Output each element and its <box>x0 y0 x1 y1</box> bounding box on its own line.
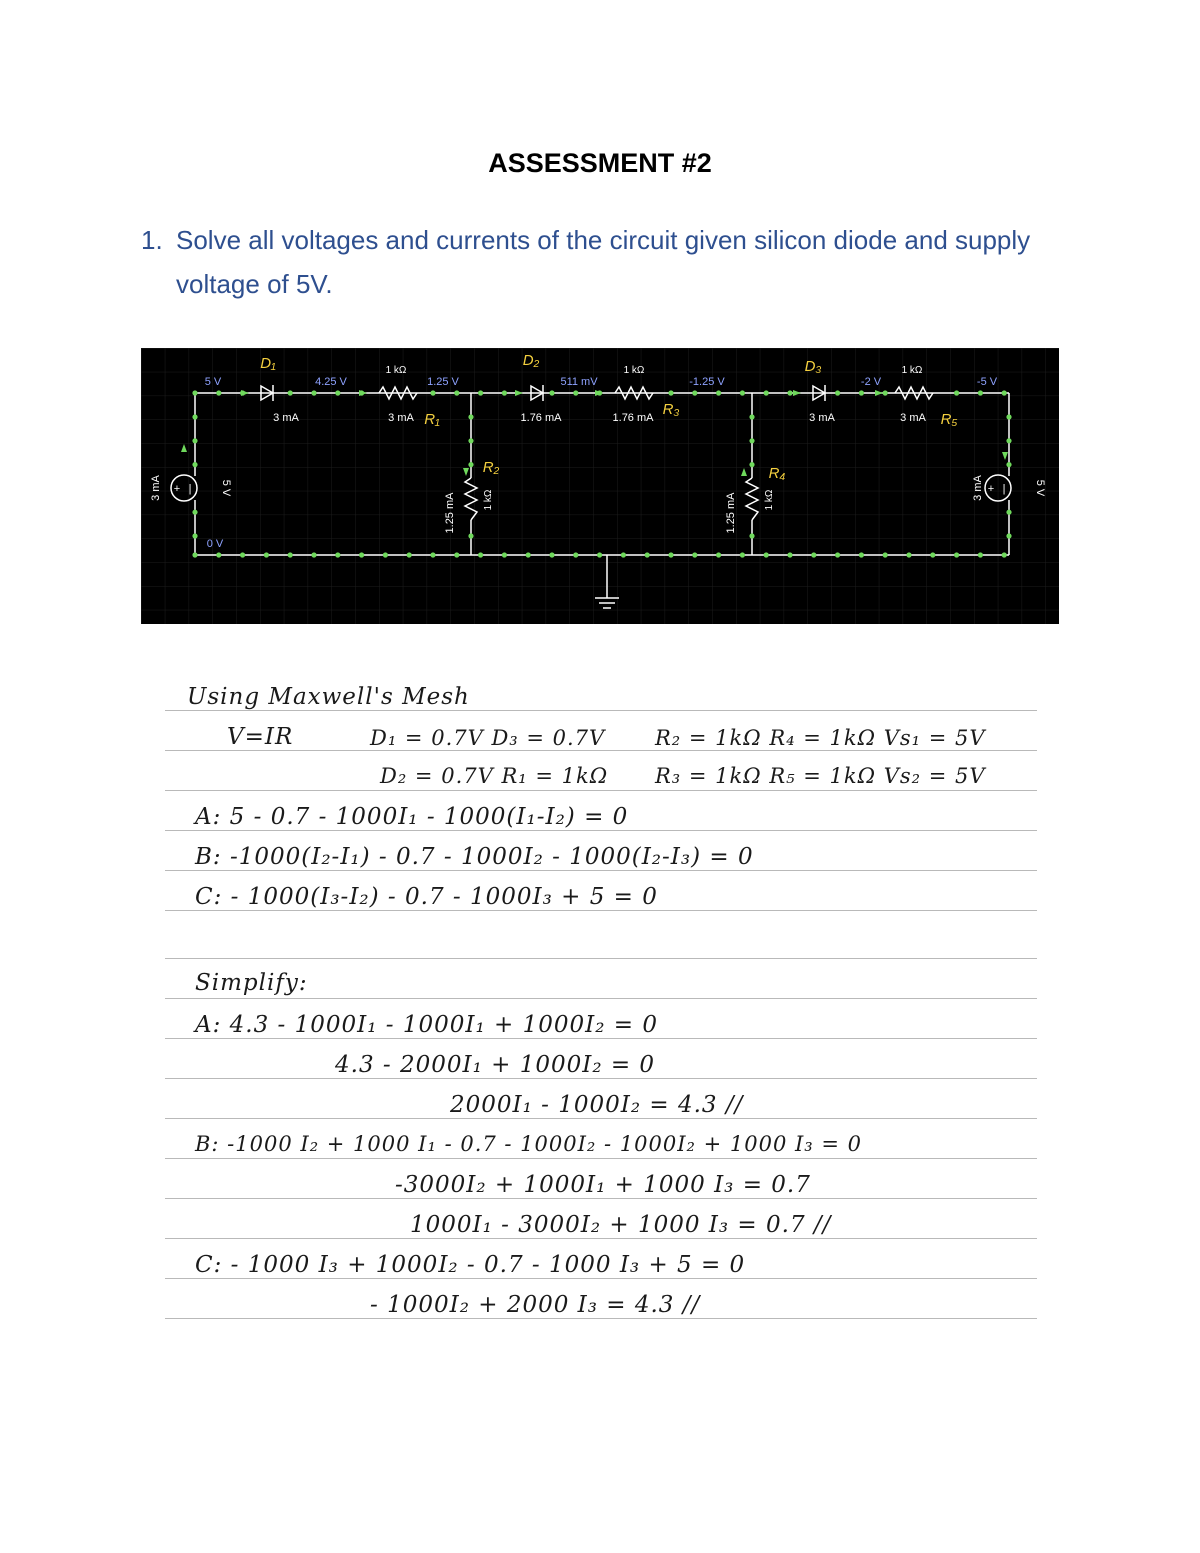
mesh-equation-a: A: 5 - 0.7 - 1000I₁ - 1000(I₁-I₂) = 0 <box>195 804 629 830</box>
hand-label-r4: R₄ <box>768 465 786 482</box>
node-voltage-label: -5 V <box>976 376 998 388</box>
current-label: 3 mA <box>273 412 299 424</box>
resistor-value-label: 1 kΩ <box>385 365 407 376</box>
wire-node-dot <box>621 552 626 557</box>
wire-node-dot <box>764 390 769 395</box>
wire-node-dot <box>192 462 197 467</box>
current-label: 1.76 mA <box>612 412 654 424</box>
node-voltage-label: -2 V <box>860 376 882 388</box>
notes-givens: R₃ = 1kΩ R₅ = 1kΩ Vs₂ = 5V <box>655 764 986 788</box>
current-label: 3 mA <box>900 412 926 424</box>
source-label: 5 V <box>1034 479 1046 497</box>
wire-node-dot <box>216 390 221 395</box>
handwritten-notes <box>165 680 1037 1340</box>
wire-node-dot <box>740 390 745 395</box>
wire-node-dot <box>192 414 197 419</box>
wire-node-dot <box>749 414 754 419</box>
simplify-b-line1: B: -1000 I₂ + 1000 I₁ - 0.7 - 1000I₂ - 1000I₂ + 1000 I₃ = 0 <box>195 1132 863 1156</box>
simplify-c-line2: - 1000I₂ + 2000 I₃ = 4.3 // <box>370 1292 701 1318</box>
wire-node-dot <box>240 552 245 557</box>
wire-node-dot <box>859 390 864 395</box>
hand-label-d2: D₂ <box>522 352 540 369</box>
wire-node-dot <box>549 390 554 395</box>
source-right-minus-icon: | <box>1002 483 1006 495</box>
wire-node-dot <box>716 552 721 557</box>
wire-node-dot <box>716 390 721 395</box>
wire-node-dot <box>526 552 531 557</box>
wire-node-dot <box>645 552 650 557</box>
simplify-a-line1: A: 4.3 - 1000I₁ - 1000I₁ + 1000I₂ = 0 <box>195 1012 658 1038</box>
wire-node-dot <box>468 462 473 467</box>
hand-label-r5: R₅ <box>940 411 958 428</box>
notes-givens: D₂ = 0.7V R₁ = 1kΩ <box>380 764 609 788</box>
notes-givens: R₂ = 1kΩ R₄ = 1kΩ Vs₁ = 5V <box>655 726 986 750</box>
wire-node-dot <box>502 390 507 395</box>
resistor-value-label: 1 kΩ <box>901 365 923 376</box>
notes-formula: V=IR <box>227 724 294 750</box>
wire-node-dot <box>668 390 673 395</box>
wire-node-dot <box>288 390 293 395</box>
hand-label-d1: D₁ <box>260 355 276 372</box>
current-label: 3 mA <box>150 475 162 501</box>
wire-node-dot <box>787 390 792 395</box>
hand-label-r3: R₃ <box>662 401 680 418</box>
wire-node-dot <box>1002 390 1007 395</box>
wire-node-dot <box>835 552 840 557</box>
source-label: 5 V <box>220 479 232 497</box>
wire-node-dot <box>597 552 602 557</box>
wire-node-dot <box>264 552 269 557</box>
wire-node-dot <box>407 552 412 557</box>
resistor-value-label: 1 kΩ <box>764 489 775 511</box>
mesh-equation-b: B: -1000(I₂-I₁) - 0.7 - 1000I₂ - 1000(I₂-I₃) = 0 <box>195 844 754 870</box>
circuit-simulation-screenshot <box>141 348 1059 624</box>
simplify-c-line1: C: - 1000 I₃ + 1000I₂ - 0.7 - 1000 I₃ + 5 = 0 <box>195 1252 746 1278</box>
resistor-value-label: 1 kΩ <box>483 489 494 511</box>
wire-node-dot <box>749 533 754 538</box>
wire-node-dot <box>1006 510 1011 515</box>
node-voltage-label: 1.25 V <box>427 376 459 388</box>
wire-node-dot <box>502 552 507 557</box>
hand-label-r2: R₂ <box>482 459 500 476</box>
wire-node-dot <box>478 390 483 395</box>
wire-node-dot <box>430 390 435 395</box>
wire-node-dot <box>859 552 864 557</box>
wire-node-dot <box>468 533 473 538</box>
current-label: 3 mA <box>388 412 414 424</box>
resistor-value-label: 1 kΩ <box>623 365 645 376</box>
source-right-plus-icon: + <box>987 483 995 495</box>
wire-node-dot <box>764 552 769 557</box>
wire-node-dot <box>216 552 221 557</box>
notes-heading: Using Maxwell's Mesh <box>187 684 470 710</box>
wire-node-dot <box>288 552 293 557</box>
simplify-b-line3: 1000I₁ - 3000I₂ + 1000 I₃ = 0.7 // <box>410 1212 832 1238</box>
wire-node-dot <box>906 552 911 557</box>
wire-node-dot <box>192 552 197 557</box>
document-title: ASSESSMENT #2 <box>488 148 712 178</box>
current-label: 1.25 mA <box>725 492 737 534</box>
wire-node-dot <box>1006 414 1011 419</box>
wire-node-dot <box>978 390 983 395</box>
wire-node-dot <box>192 533 197 538</box>
current-label: 1.25 mA <box>444 492 456 534</box>
source-left-minus-icon: | <box>188 483 192 495</box>
wire-node-dot <box>835 390 840 395</box>
hand-label-r1: R₁ <box>424 411 440 428</box>
wire-node-dot <box>454 390 459 395</box>
wire-node-dot <box>573 390 578 395</box>
question-number: 1. <box>141 225 163 255</box>
wire-node-dot <box>192 510 197 515</box>
notes-givens: D₁ = 0.7V D₃ = 0.7V <box>370 726 606 750</box>
wire-node-dot <box>811 552 816 557</box>
wire-node-dot <box>954 552 959 557</box>
wire-node-dot <box>311 390 316 395</box>
wire-node-dot <box>883 552 888 557</box>
node-voltage-label: 4.25 V <box>315 376 347 388</box>
wire-node-dot <box>883 390 888 395</box>
wire-node-dot <box>954 390 959 395</box>
source-left-plus-icon: + <box>173 483 181 495</box>
mesh-equation-c: C: - 1000(I₃-I₂) - 0.7 - 1000I₃ + 5 = 0 <box>195 884 658 910</box>
wire-node-dot <box>692 552 697 557</box>
wire-node-dot <box>1006 462 1011 467</box>
wire-node-dot <box>430 552 435 557</box>
wire-node-dot <box>359 552 364 557</box>
wire-node-dot <box>787 552 792 557</box>
wire-node-dot <box>978 552 983 557</box>
wire-node-dot <box>454 552 459 557</box>
wire-node-dot <box>749 462 754 467</box>
wire-node-dot <box>468 414 473 419</box>
wire-node-dot <box>668 552 673 557</box>
wire-node-dot <box>192 390 197 395</box>
hand-label-d3: D₃ <box>804 358 822 375</box>
simplify-b-line2: -3000I₂ + 1000I₁ + 1000 I₃ = 0.7 <box>395 1172 811 1198</box>
simplify-a-line3: 2000I₁ - 1000I₂ = 4.3 // <box>450 1092 744 1118</box>
wire-node-dot <box>692 390 697 395</box>
question-1 <box>141 218 1101 306</box>
wire-node-dot <box>478 552 483 557</box>
node-voltage-label: 0 V <box>206 538 224 550</box>
simplify-a-line2: 4.3 - 2000I₁ + 1000I₂ = 0 <box>335 1052 656 1078</box>
wire-node-dot <box>335 552 340 557</box>
wire-node-dot <box>573 552 578 557</box>
wire-node-dot <box>311 552 316 557</box>
wire-node-dot <box>335 390 340 395</box>
question-text: Solve all voltages and currents of the circuit given silicon diode and supply voltage of 5V. <box>176 225 1031 299</box>
wire-node-dot <box>740 552 745 557</box>
current-label: 1.76 mA <box>520 412 562 424</box>
node-voltage-label: -1.25 V <box>689 376 725 388</box>
wire-node-dot <box>468 438 473 443</box>
wire-node-dot <box>1006 438 1011 443</box>
wire-node-dot <box>749 438 754 443</box>
wire-node-dot <box>1006 533 1011 538</box>
current-label: 3 mA <box>972 475 984 501</box>
simplify-heading: Simplify: <box>195 970 308 996</box>
wire-node-dot <box>930 552 935 557</box>
wire-node-dot <box>192 438 197 443</box>
wire-node-dot <box>1002 552 1007 557</box>
node-voltage-label: 511 mV <box>560 376 598 388</box>
wire-node-dot <box>383 552 388 557</box>
current-label: 3 mA <box>809 412 835 424</box>
node-voltage-label: 5 V <box>204 376 222 388</box>
wire-node-dot <box>549 552 554 557</box>
